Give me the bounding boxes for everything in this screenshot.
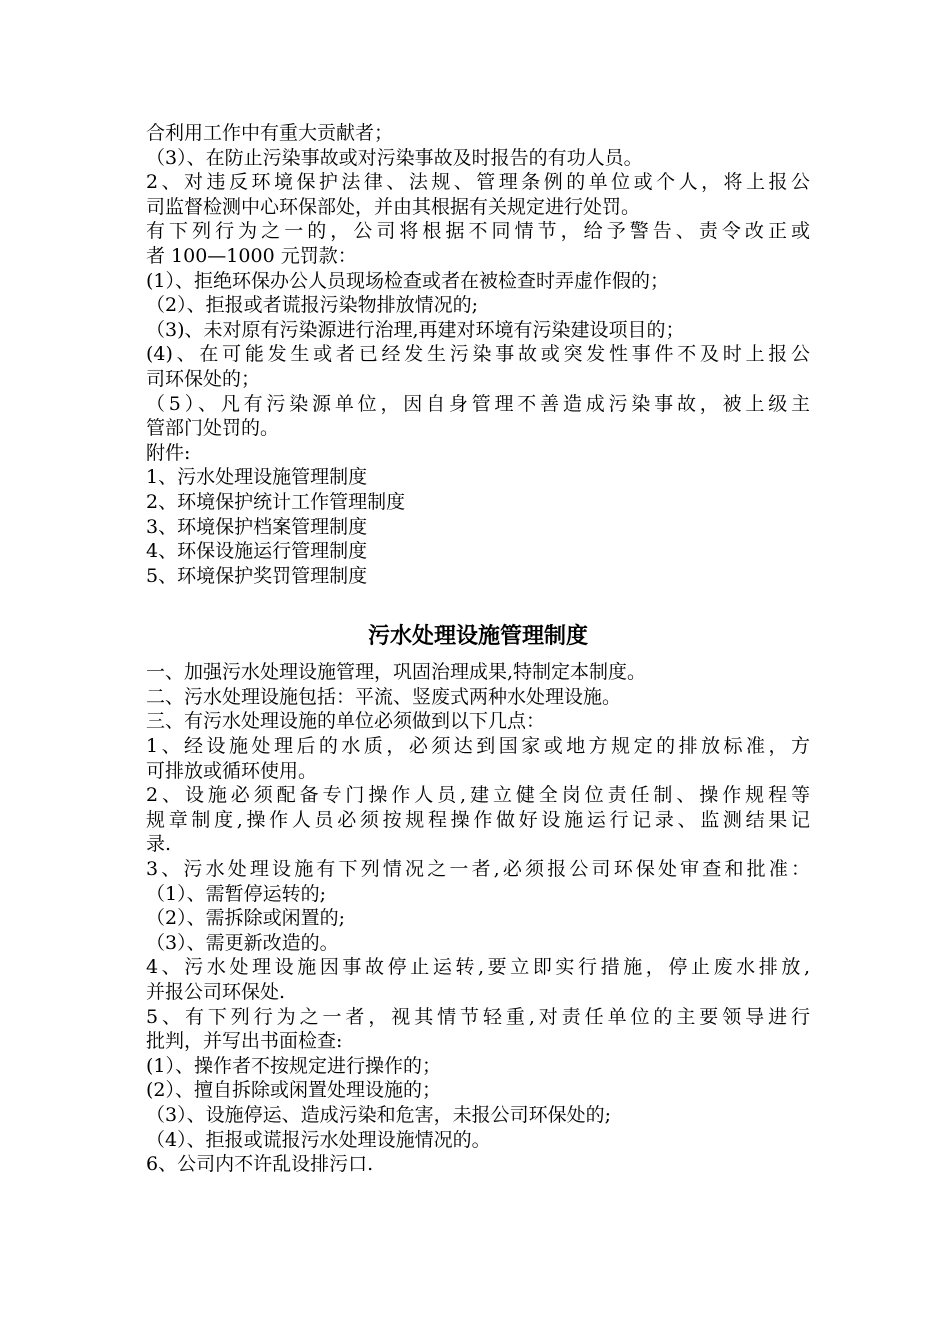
text-line: （3）、需更新改造的。 bbox=[146, 931, 339, 954]
text-line: 合利用工作中有重大贡献者； bbox=[146, 122, 394, 144]
text-line: 3、污水处理设施有下列情况之一者,必须报公司环保处审查和批准： bbox=[146, 858, 810, 881]
section-title: 污水处理设施管理制度 bbox=[367, 624, 588, 650]
text-line: 4、污水处理设施因事故停止运转,要立即实行措施，停止废水排放, bbox=[146, 956, 810, 979]
text-line: 司环保处的； bbox=[146, 367, 261, 390]
attachment-item: 5、环境保护奖罚管理制度 bbox=[146, 564, 368, 587]
section-spacer bbox=[146, 588, 810, 622]
section-wastewater bbox=[146, 622, 810, 1176]
section-continuation bbox=[146, 121, 810, 588]
text-line: 批判，并写出书面检查: bbox=[146, 1030, 343, 1053]
text-line: （2）、需拆除或闲置的; bbox=[146, 907, 345, 930]
text-line: 管部门处罚的。 bbox=[146, 417, 280, 440]
attachment-item: 2、环境保护统计工作管理制度 bbox=[146, 490, 406, 513]
text-line: 2、对违反环境保护法律、法规、管理条例的单位或个人，将上报公 bbox=[146, 171, 810, 194]
text-line: (1）、拒绝环保办公人员现场检查或者在被检查时弄虚作假的； bbox=[146, 269, 670, 292]
text-line: 三、有污水处理设施的单位必须做到以下几点： bbox=[146, 710, 546, 733]
text-line: 司监督检测中心环保部处，并由其根据有关规定进行处罚。 bbox=[146, 195, 641, 218]
text-line: 可排放或循环使用。 bbox=[146, 759, 318, 782]
text-line: (1）、操作者不按规定进行操作的； bbox=[146, 1054, 442, 1077]
text-line: （5）、凡有污染源单位，因自身管理不善造成污染事故，被上级主 bbox=[146, 392, 810, 415]
document-body bbox=[146, 121, 810, 1177]
text-line: （1）、需暂停运转的; bbox=[146, 882, 326, 905]
text-line: （3）、设施停运、造成污染和危害，未报公司环保处的; bbox=[146, 1103, 611, 1126]
text-line: (4)、在可能发生或者已经发生污染事故或突发性事件不及时上报公 bbox=[146, 343, 810, 366]
text-line: （4）、拒报或谎报污水处理设施情况的。 bbox=[146, 1128, 491, 1151]
text-line: （3)、未对原有污染源进行治理,再建对环境有污染建设项目的； bbox=[146, 318, 685, 341]
text-line: 1、经设施处理后的水质，必须达到国家或地方规定的排放标准，方 bbox=[146, 735, 810, 758]
text-line: 有下列行为之一的，公司将根据不同情节，给予警告、责令改正或 bbox=[146, 220, 810, 243]
text-line: 并报公司环保处. bbox=[146, 981, 286, 1003]
attachment-item: 1、污水处理设施管理制度 bbox=[146, 466, 368, 489]
text-line: 二、污水处理设施包括：平流、竖废式两种水处理设施。 bbox=[146, 685, 622, 708]
text-line: 者 100—1000 元罚款： bbox=[146, 244, 357, 267]
text-line: 5、有下列行为之一者，视其情节轻重,对责任单位的主要领导进行 bbox=[146, 1005, 810, 1028]
attachment-item: 4、环保设施运行管理制度 bbox=[146, 540, 368, 563]
text-line: 一、加强污水处理设施管理，巩固治理成果,特制定本制度。 bbox=[146, 661, 647, 684]
text-line: 6、公司内不许乱设排污口. bbox=[146, 1153, 374, 1176]
text-line: (2）、擅自拆除或闲置处理设施的； bbox=[146, 1079, 442, 1102]
text-line: （2）、拒报或者谎报污染物排放情况的; bbox=[146, 294, 478, 317]
text-line: 规章制度,操作人员必须按规程操作做好设施运行记录、监测结果记 bbox=[146, 808, 810, 831]
text-line: （3）、在防止污染事故或对污染事故及时报告的有功人员。 bbox=[146, 146, 643, 169]
attachment-item: 3、环境保护档案管理制度 bbox=[146, 515, 368, 538]
text-line: 2、设施必须配备专门操作人员,建立健全岗位责任制、操作规程等 bbox=[146, 784, 810, 807]
attachments-label: 附件: bbox=[146, 441, 191, 464]
text-line: 录. bbox=[146, 833, 172, 856]
